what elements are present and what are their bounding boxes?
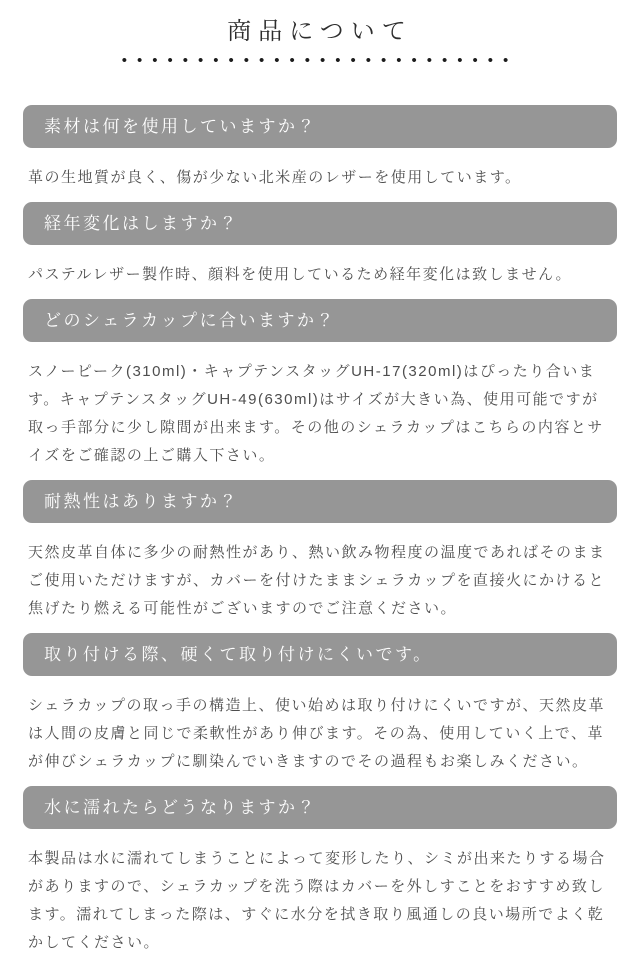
answer-text: シェラカップの取っ手の構造上、使い始めは取り付けにくいですが、天然皮革は人間の皮膚と同じで柔軟性があり伸びます。その為、使用していく上で、革が伸びシェラカップに馴染んでいきますのでその過程もお楽しみください。 — [28, 697, 606, 770]
question-header: どのシェラカップに合いますか？ — [23, 299, 617, 342]
answer-text: 天然皮革自体に多少の耐熱性があり、熱い飲み物程度の温度であればそのままご使用いただけますが、カバーを付けたままシェラカップを直接火にかけると焦げたり燃える可能性がございますのでご注意ください。 — [28, 544, 606, 617]
dotted-divider: •••••••••••••••••••••••••• — [121, 52, 519, 69]
faq-section-attachment — [0, 633, 640, 776]
answer-text: パステルレザー製作時、顔料を使用しているため経年変化は致しません。 — [28, 266, 572, 283]
question-header: 耐熱性はありますか？ — [23, 480, 617, 523]
question-header: 素材は何を使用していますか？ — [23, 105, 617, 148]
faq-section-cup-fit — [0, 299, 640, 470]
answer-text: 革の生地質が良く、傷が少ない北米産のレザーを使用しています。 — [28, 169, 522, 186]
product-faq-page — [0, 15, 640, 975]
answer-text: 本製品は水に濡れてしまうことによって変形したり、シミが出来たりする場合がありますので、シェラカップを洗う際はカバーを外しすことをおすすめ致します。濡れてしまった際は、すぐに水分を拭き取り風通しの良い場所でよく乾かしてください。 — [28, 850, 606, 951]
question-header: 経年変化はしますか？ — [23, 202, 617, 245]
question-header: 水に濡れたらどうなりますか？ — [23, 786, 617, 829]
faq-section-heat-resistance — [0, 480, 640, 623]
faq-section-material — [0, 105, 640, 192]
page-title: 商品について — [227, 18, 413, 45]
faq-list — [0, 105, 640, 957]
faq-section-aging — [0, 202, 640, 289]
faq-section-water — [0, 786, 640, 957]
answer-text: スノーピーク(310ml)・キャプテンスタッグUH-17(320ml)はぴったり合います。キャプテンスタッグUH-49(630ml)はサイズが大きい為、使用可能ですが取っ手部分に少し隙間が出来ます。その他のシェラカップはこちらの内容とサイズをご確認の上ご購入下さい。 — [28, 363, 604, 464]
question-header: 取り付ける際、硬くて取り付けにくいです。 — [23, 633, 617, 676]
